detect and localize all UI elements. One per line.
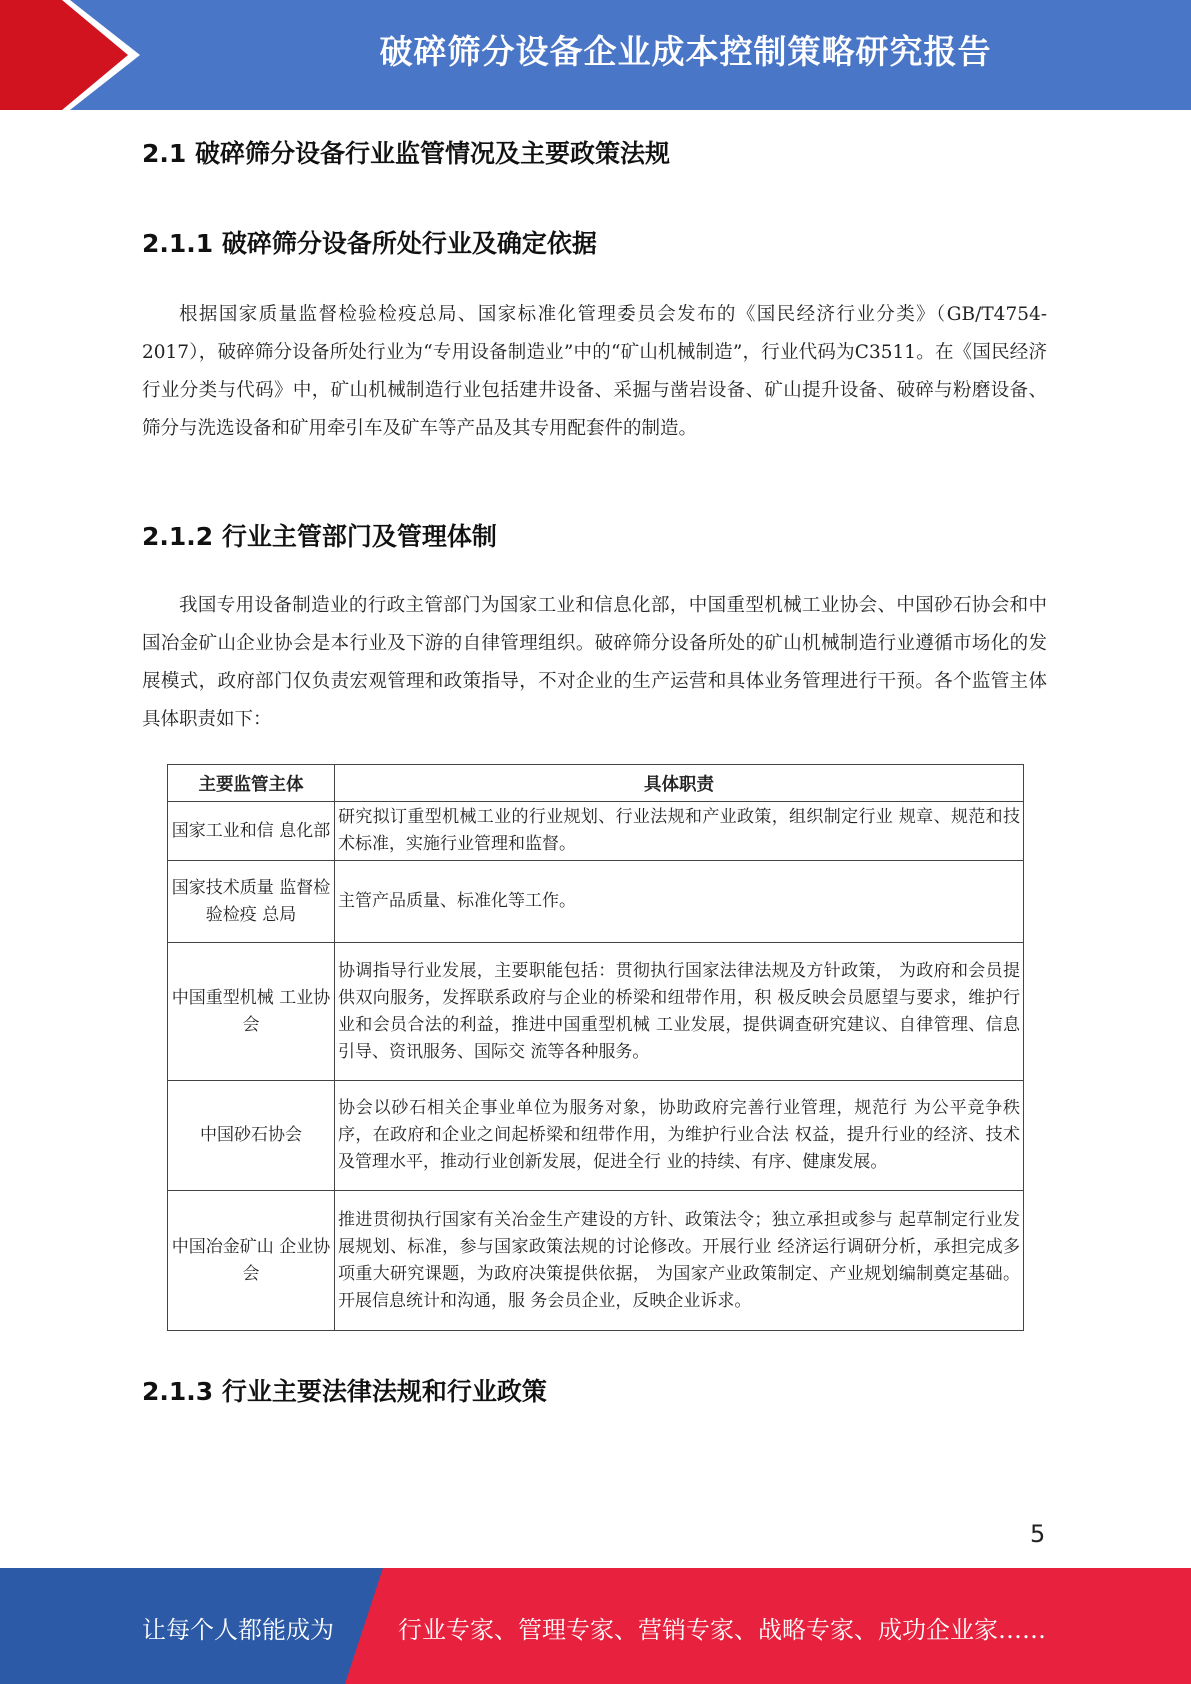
paragraph-management-system: 我国专用设备制造业的行政主管部门为国家工业和信息化部，中国重型机械工业协会、中国砂石协会和中国冶金矿山企业协会是本行业及下游的自律管理组织。破碎筛分设备所处的矿山机械制造行业遵循市场化的发展模式，政府部门仅负责宏观管理和政策指导，不对企业的生产运营和具体业务管理进行干预。各个监管主体具体职责如下： [142,595,1047,730]
table-cell-org: 中国重型机械 工业协会 [168,943,335,1081]
section-heading-2-1-1: 2.1.1 破碎筛分设备所处行业及确定依据 [142,229,597,258]
table-cell-org: 中国砂石协会 [168,1081,335,1191]
page-number: 5 [1030,1520,1046,1548]
table-header-duty: 具体职责 [335,765,1024,802]
table-row [168,1081,1024,1191]
report-title: 破碎筛分设备企业成本控制策略研究报告 [379,32,992,71]
table-cell-duty: 协会以砂石相关企事业单位为服务对象，协助政府完善行业管理，规范行 为公平竞争秩序，在政府和企业之间起桥梁和纽带作用，为维护行业合法 权益，提升行业的经济、技术及管理水平，推动行业创新发展，促进全行 业的持续、有序、健康发展。 [335,1081,1024,1191]
table-row [168,943,1024,1081]
table-cell-duty: 推进贯彻执行国家有关冶金生产建设的方针、政策法令；独立承担或参与 起草制定行业发展规划、标准，参与国家政策法规的讨论修改。开展行业 经济运行调研分析，承担完成多项重大研究课题，为政府决策提供依据， 为国家产业政策制定、产业规划编制奠定基础。开展信息统计和沟通，服 务会员企业，反映企业诉求。 [335,1191,1024,1331]
table-cell-org: 国家技术质量 监督检验检疫 总局 [168,861,335,943]
table-cell-org: 国家工业和信 息化部 [168,802,335,861]
section-heading-2-1-3: 2.1.3 行业主要法律法规和行业政策 [142,1377,547,1406]
table-header-row [168,765,1024,802]
section-heading-2-1: 2.1 破碎筛分设备行业监管情况及主要政策法规 [142,139,670,168]
table-header-org: 主要监管主体 [168,765,335,802]
footer-banner [0,1568,1191,1684]
regulator-duties-table [167,764,1024,1331]
section-heading-2-1-2: 2.1.2 行业主管部门及管理体制 [142,522,497,551]
footer-slogan-right: 行业专家、管理专家、营销专家、战略专家、成功企业家…… [398,1616,1046,1644]
footer-slogan-left: 让每个人都能成为 [142,1616,334,1644]
table-row [168,802,1024,861]
table-cell-duty: 研究拟订重型机械工业的行业规划、行业法规和产业政策，组织制定行业 规章、规范和技术标准，实施行业管理和监督。 [335,802,1024,861]
paragraph-industry-basis: 根据国家质量监督检验检疫总局、国家标准化管理委员会发布的《国民经济行业分类》（GB/T4754-2017），破碎筛分设备所处行业为“专用设备制造业”中的“矿山机械制造”，行业代码为C3511。在《国民经济行业分类与代码》中，矿山机械制造行业包括建井设备、采掘与凿岩设备、矿山提升设备、破碎与粉磨设备、筛分与洗选设备和矿用牵引车及矿车等产品及其专用配套件的制造。 [142,304,1047,439]
table-row [168,861,1024,943]
table-row [168,1191,1024,1331]
table-cell-duty: 主管产品质量、标准化等工作。 [335,861,1024,943]
header-banner [0,0,1191,110]
table-cell-org: 中国冶金矿山 企业协会 [168,1191,335,1331]
table-cell-duty: 协调指导行业发展，主要职能包括：贯彻执行国家法律法规及方针政策， 为政府和会员提供双向服务，发挥联系政府与企业的桥梁和纽带作用，积 极反映会员愿望与要求，维护行业和会员合法的利益，推进中国重型机械 工业发展，提供调查研究建议、自律管理、信息引导、资讯服务、国际交 流等各种服务。 [335,943,1024,1081]
